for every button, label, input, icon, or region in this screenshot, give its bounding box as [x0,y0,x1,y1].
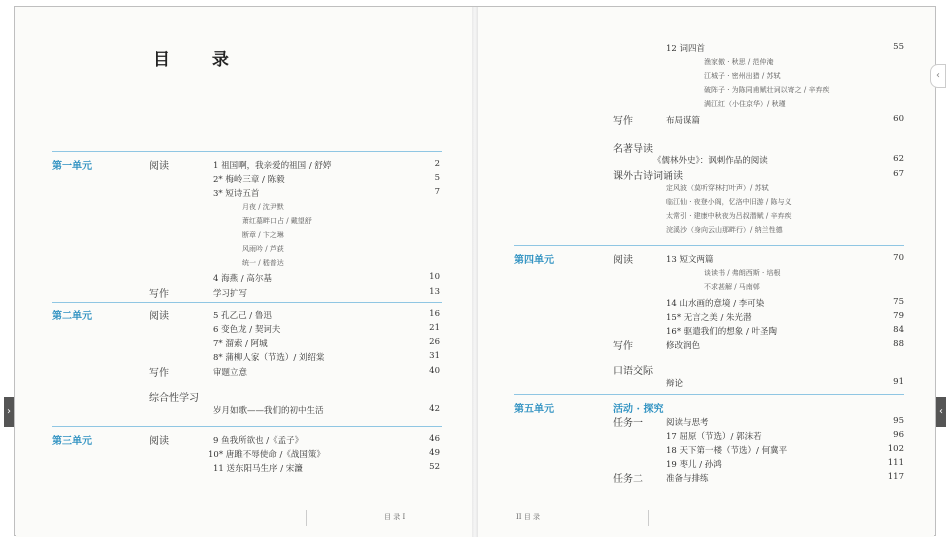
toc-entry[interactable]: 15* 无言之美 / 朱光潜 [666,313,752,323]
toc-entry[interactable]: 17 屈原（节选）/ 郭沫若 [666,432,762,442]
unit-divider [52,151,442,152]
toc-subentry: 太常引 · 建康中秋夜为吕叔潜赋 / 辛弃疾 [666,212,792,220]
page-number: 70 [893,253,904,263]
page-number: 102 [887,444,904,454]
page-number: 117 [887,472,904,482]
toc-entry[interactable]: 6 变色龙 / 契诃夫 [213,325,281,335]
page-number: 7 [434,187,440,197]
page-number: 95 [893,416,904,426]
page-number: 75 [893,297,904,307]
side-panel-toggle[interactable]: ‹ [930,64,946,88]
page-number: 96 [893,430,904,440]
toc-entry[interactable]: 3* 短诗五首 [213,189,260,199]
toc-subentry: 萧红墓畔口占 / 戴望舒 [242,217,312,225]
toc-entry[interactable]: 2* 梅岭三章 / 陈毅 [213,175,285,185]
toc-entry[interactable]: 7* 溜索 / 阿城 [213,339,268,349]
page-number: 31 [429,351,440,361]
toc-entry[interactable]: 14 山水画的意境 / 李可染 [666,299,765,309]
section-label: 写作 [613,341,633,352]
page-number: 42 [429,404,440,414]
toc-entry[interactable]: 辩论 [666,379,684,389]
toc-subentry: 谈读书 / 弗朗西斯 · 培根 [704,269,781,277]
page-number: 49 [429,448,440,458]
next-page-button[interactable]: ‹ [936,397,946,427]
page-footer: II 目 录 [516,513,540,521]
toc-entry[interactable]: 1 祖国啊，我亲爱的祖国 / 舒婷 [213,161,332,171]
page-number: 111 [887,458,904,468]
footer-divider [306,510,307,526]
section-label: 活动 · 探究 [613,404,664,415]
toc-entry[interactable]: 8* 蒲柳人家（节选）/ 刘绍棠 [213,353,325,363]
page-number: 67 [893,169,904,179]
toc-subentry: 临江仙 · 夜登小阁，忆洛中旧游 / 陈与义 [666,198,792,206]
toc-entry[interactable]: 阅读与思考 [666,418,709,428]
toc-subentry: 渔家傲 · 秋思 / 范仲淹 [704,58,774,66]
section-label: 综合性学习 [149,393,199,404]
page-number: 2 [434,159,440,169]
toc-entry[interactable]: 16* 驱遣我们的想象 / 叶圣陶 [666,327,778,337]
toc-subentry: 定风波（莫听穿林打叶声）/ 苏轼 [666,184,769,192]
toc-entry[interactable]: 19 枣儿 / 孙鸿 [666,460,722,470]
page-number: 52 [429,462,440,472]
toc-subentry: 破阵子 · 为陈同甫赋壮词以寄之 / 辛弃疾 [704,86,830,94]
page-number: 13 [429,287,440,297]
page-number: 21 [429,323,440,333]
unit-divider [514,245,904,246]
toc-subentry: 浣溪沙（身向云山那畔行）/ 纳兰性德 [666,226,783,234]
page-number: 10 [429,272,440,282]
unit-divider [52,426,442,427]
toc-subentry: 统一 / 嵇普达 [242,259,284,267]
task-label: 任务二 [613,474,643,485]
right-page [478,7,934,537]
toc-subentry: 不求甚解 / 马南邨 [704,283,760,291]
page-number: 26 [429,337,440,347]
toc-entry[interactable]: 审题立意 [213,368,248,378]
toc-entry[interactable]: 岁月如歌——我们的初中生活 [213,406,324,416]
toc-entry[interactable]: 学习扩写 [213,289,248,299]
section-label: 口语交际 [613,366,653,377]
unit-label: 第五单元 [514,404,554,415]
page-number: 40 [429,366,440,376]
page-number: 91 [893,377,904,387]
section-label: 名著导读 [613,144,653,155]
unit-divider [52,302,442,303]
section-label: 写作 [149,368,169,379]
unit-label: 第四单元 [514,255,554,266]
section-label: 阅读 [613,255,633,266]
page-number: 60 [893,114,904,124]
page-number: 5 [434,173,440,183]
toc-entry[interactable]: 5 孔乙己 / 鲁迅 [213,311,272,321]
page-footer: 目 录 I [384,513,406,521]
section-label: 写作 [613,116,633,127]
footer-divider [648,510,649,526]
task-label: 任务一 [613,418,643,429]
page-number: 16 [429,309,440,319]
page-title: 目 录 [153,50,247,70]
toc-entry[interactable]: 布局谋篇 [666,116,701,126]
section-label: 写作 [149,289,169,300]
toc-entry[interactable]: 4 海燕 / 高尔基 [213,274,272,284]
unit-label: 第一单元 [52,161,92,172]
toc-entry[interactable]: 11 送东阳马生序 / 宋濂 [213,464,303,474]
toc-entry[interactable]: 9 鱼我所欲也 /《孟子》 [213,436,304,446]
page-number: 46 [429,434,440,444]
toc-entry[interactable]: 12 词四首 [666,44,706,54]
toc-subentry: 满江红（小住京华）/ 秋瑾 [704,100,786,108]
toc-subentry: 风雨吟 / 芦荻 [242,245,284,253]
section-label: 阅读 [149,436,169,447]
prev-page-button[interactable]: › [4,397,14,427]
page-number: 84 [893,325,904,335]
unit-divider [514,394,904,395]
toc-subentry: 江城子 · 密州出猎 / 苏轼 [704,72,781,80]
page-number: 88 [893,339,904,349]
section-label: 阅读 [149,161,169,172]
section-label: 课外古诗词诵读 [613,171,683,182]
unit-label: 第三单元 [52,436,92,447]
toc-entry[interactable]: 13 短文两篇 [666,255,714,265]
toc-entry[interactable]: 准备与排练 [666,474,709,484]
page-number: 55 [893,42,904,52]
page-number: 62 [893,154,904,164]
unit-label: 第二单元 [52,311,92,322]
page-number: 79 [893,311,904,321]
left-page [16,7,472,537]
section-label: 阅读 [149,311,169,322]
toc-entry[interactable]: 《儒林外史》：讽刺作品的阅读 [653,156,768,166]
toc-subentry: 断章 / 卞之琳 [242,231,284,239]
toc-subentry: 月夜 / 沈尹默 [242,203,284,211]
toc-entry[interactable]: 修改润色 [666,341,701,351]
toc-entry[interactable]: 10* 唐雎不辱使命 /《战国策》 [208,450,325,460]
toc-entry[interactable]: 18 天下第一楼（节选）/ 何冀平 [666,446,788,456]
